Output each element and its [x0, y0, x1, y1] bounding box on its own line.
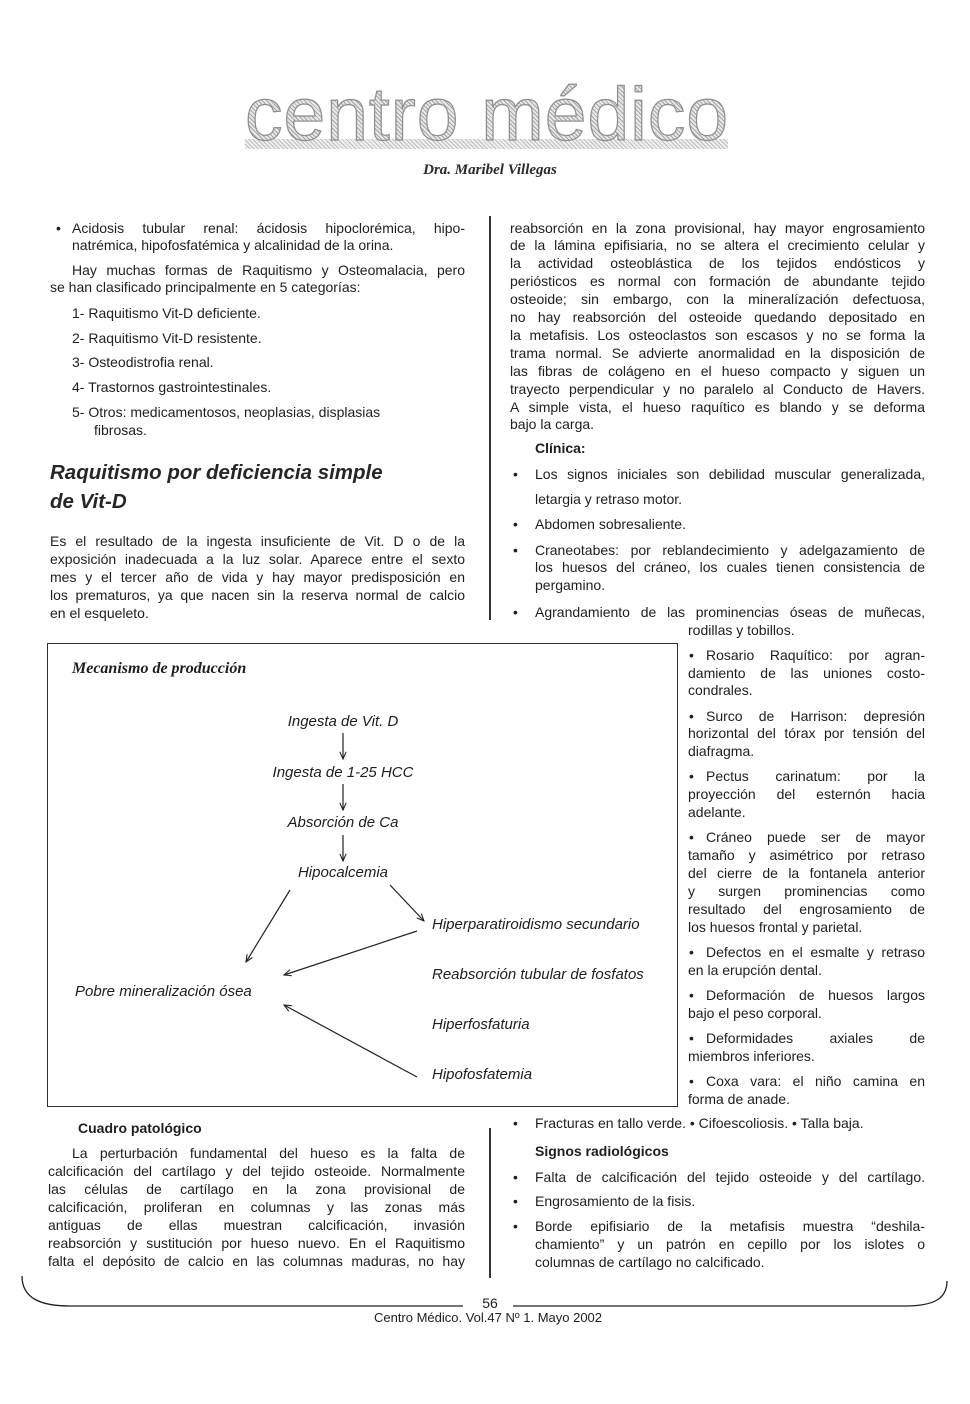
pathology-heading: Cuadro patológico	[78, 1120, 202, 1136]
section-paragraph-line: mes y el tercer año de vida y hay mayor predisposición en	[50, 569, 465, 585]
classification-paragraph-line: se han clasificado principalmente en 5 categorías:	[50, 279, 361, 295]
category-item: 2- Raquitismo Vit-D resistente.	[72, 330, 262, 346]
clinica-item-line: en la erupción dental.	[688, 962, 822, 978]
flow-node-phosphate-reabsorption: Reabsorción tubular de fosfatos	[432, 966, 644, 983]
clinica-item-line: horizontal del tórax por tensión del	[688, 725, 925, 741]
category-item: 1- Raquitismo Vit-D deficiente.	[72, 305, 261, 321]
acidosis-item-line: natrémica, hipofosfatémica y alcalinidad de la orina.	[72, 237, 394, 253]
continuation-line: periósticos es normal con formación de abundante tejido	[510, 273, 925, 289]
clinica-item-line: pergamino.	[535, 577, 606, 593]
author-byline: Dra. Maribel Villegas	[423, 162, 557, 178]
clinica-item-line: los huesos frontal y parietal.	[688, 919, 863, 935]
clinica-item-line: damiento de las uniones costo-	[688, 665, 925, 681]
clinica-item-line: del cierre de la fontanela anterior	[688, 865, 925, 881]
continuation-line: trayecto perpendicular y no paralelo al Conducto de Havers.	[510, 381, 925, 397]
pathology-paragraph-line: falta el depósito de calcio en las columnas maduras, no hay	[48, 1253, 465, 1269]
journal-citation: Centro Médico. Vol.47 Nº 1. Mayo 2002	[373, 1310, 603, 1325]
radiology-item-line: • Falta de calcificación del tejido osteoide y del cartílago.	[535, 1168, 925, 1186]
clinica-item-line: bajo el peso corporal.	[688, 1005, 822, 1021]
pathology-paragraph-line: las células de cartílago en la zona provisional de	[48, 1181, 465, 1197]
clinica-item-line: • Pectus carinatum: por la	[706, 767, 925, 785]
flow-node-hyperphosphaturia: Hiperfosfaturia	[432, 1016, 530, 1033]
pathology-paragraph-line: calcificación, proliferan en columnas y las zonas más	[48, 1199, 465, 1215]
pathology-paragraph-line: La perturbación fundamental del hueso es la falta de	[72, 1145, 465, 1161]
pathology-paragraph-line: calcificación del cartílago y del tejido osteoide. Normalmente	[48, 1163, 465, 1179]
radiology-item-line: • Engrosamiento de la fisis.	[535, 1192, 925, 1210]
clinica-item-line: • Abdomen sobresaliente.	[535, 515, 925, 533]
continuation-line: osteoide; sin embargo, con la mineralízación defectuosa,	[510, 291, 925, 307]
continuation-line: la metafisis. Los osteoclastos son escasos y no se forma la	[510, 327, 925, 343]
section-paragraph-line: en el esqueleto.	[50, 605, 149, 621]
clinica-item-line: • Los signos iniciales son debilidad muscular generalizada,	[535, 465, 925, 483]
radiology-item-line: • Borde epifisiario de la metafisis muestra “deshila-	[535, 1217, 925, 1235]
page-number: 56	[482, 1295, 498, 1311]
pathology-paragraph-line: reabsorción y sustitución por hueso nuevo. En el Raquitismo	[48, 1235, 465, 1251]
masthead-title: centro médico	[245, 72, 730, 156]
section-title: Raquitismo por deficiencia simple	[50, 461, 383, 484]
radiology-item-line: chamiento” y un patrón en cepillo por los islotes o	[535, 1236, 925, 1252]
clinica-item-line: diafragma.	[688, 743, 755, 759]
flow-node-hyperparathyroidism: Hiperparatiroidismo secundario	[432, 916, 640, 933]
clinica-item-line: condrales.	[688, 682, 753, 698]
clinica-item-line: • Cráneo puede ser de mayor	[706, 828, 925, 846]
clinica-item-line: • Deformidades axiales de	[706, 1029, 925, 1047]
clinica-item-line: • Surco de Harrison: depresión	[706, 707, 925, 725]
section-paragraph-line: Es el resultado de la ingesta insuficiente de Vit. D o de la	[50, 533, 465, 549]
figure-title: Mecanismo de producción	[72, 660, 247, 677]
clinica-item-line: y surgen prominencias como	[688, 883, 925, 899]
category-item: 4- Trastornos gastrointestinales.	[72, 379, 272, 395]
section-paragraph-line: los prematuros, ya que nacen sin la reserva normal de calcio	[50, 587, 465, 603]
clinica-item-line: miembros inferiores.	[688, 1048, 815, 1064]
section-paragraph-line: exposición inadecuada a la luz solar. Aparece entre el sexto	[50, 551, 465, 567]
continuation-line: la actividad osteoblástica de los tejidos endósticos y	[510, 255, 925, 271]
clinica-item-line: resultado del engrosamiento de	[688, 901, 925, 917]
continuation-line: las fibras de colágeno en el hueso compacto y siguen un	[510, 363, 925, 379]
continuation-line: de la lámina epifisiaria, no se altera el crecimiento celular y	[510, 237, 925, 253]
radiology-item-line: columnas de cartílago no calcificado.	[535, 1254, 765, 1270]
flow-node-hcc-intake: Ingesta de 1-25 HCC	[272, 764, 414, 781]
clinica-heading: Clínica:	[535, 440, 586, 456]
clinica-item-line: proyección del esternón hacia	[688, 786, 925, 802]
clinica-item-line: • Coxa vara: el niño camina en	[706, 1072, 925, 1090]
acidosis-item-line: • Acidosis tubular renal: ácidosis hipoclorémica, hipo-	[72, 219, 465, 237]
continuation-line: no hay reabsorción del osteoide quedando depositado en	[510, 309, 925, 325]
flow-node-ca-absorption: Absorción de Ca	[287, 814, 399, 831]
classification-paragraph-line: Hay muchas formas de Raquitismo y Osteomalacia, pero	[72, 262, 465, 278]
flow-node-hypocalcemia: Hipocalcemia	[297, 864, 389, 881]
continuation-line: reabsorción en la zona provisional, hay mayor engrosamiento	[510, 220, 925, 236]
clinica-item-line: • Defectos en el esmalte y retraso	[706, 943, 925, 961]
pathology-paragraph-line: antiguas de ellas muestran calcificación, invasión	[48, 1217, 465, 1233]
clinica-item-line: • Craneotabes: por reblandecimiento y adelgazamiento de	[535, 541, 925, 559]
continuation-line: trama normal. Se advierte anormalidad en la disposición de	[510, 345, 925, 361]
category-item: 3- Osteodistrofia renal.	[72, 354, 214, 370]
clinica-item-line: forma de anade.	[688, 1091, 790, 1107]
section-title: de Vit-D	[50, 490, 127, 513]
clinica-item-line: • Agrandamiento de las prominencias óseas de muñecas,	[535, 603, 925, 621]
radiology-heading: Signos radiológicos	[535, 1143, 669, 1159]
continuation-line: A simple vista, el hueso raquítico es blando y se deforma	[510, 399, 925, 415]
clinica-item-line: rodillas y tobillos.	[688, 622, 795, 638]
category-item: fibrosas.	[94, 422, 147, 438]
continuation-line: bajo la carga.	[510, 416, 595, 432]
clinica-item-line: • Deformación de huesos largos	[706, 986, 925, 1004]
clinica-item-line: adelante.	[688, 804, 746, 820]
flow-node-hypophosphatemia: Hipofosfatemia	[432, 1066, 533, 1083]
clinica-item-line: los huesos del cráneo, los cuales tienen consistencia de	[535, 559, 925, 575]
category-item: 5- Otros: medicamentosos, neoplasias, displasias	[72, 404, 381, 420]
flow-node-vitd-intake: Ingesta de Vit. D	[287, 713, 399, 730]
clinica-item-line: • Fracturas en tallo verde. • Cifoescoliosis. • Talla baja.	[535, 1114, 925, 1132]
flow-node-poor-mineralization: Pobre mineralización ósea	[75, 983, 252, 1000]
clinica-item-line: letargia y retraso motor.	[535, 491, 683, 507]
clinica-item-line: • Rosario Raquítico: por agran-	[706, 646, 925, 664]
column-divider	[489, 216, 491, 620]
column-divider	[489, 1128, 491, 1278]
clinica-item-line: tamaño y asimétrico por retraso	[688, 847, 925, 863]
